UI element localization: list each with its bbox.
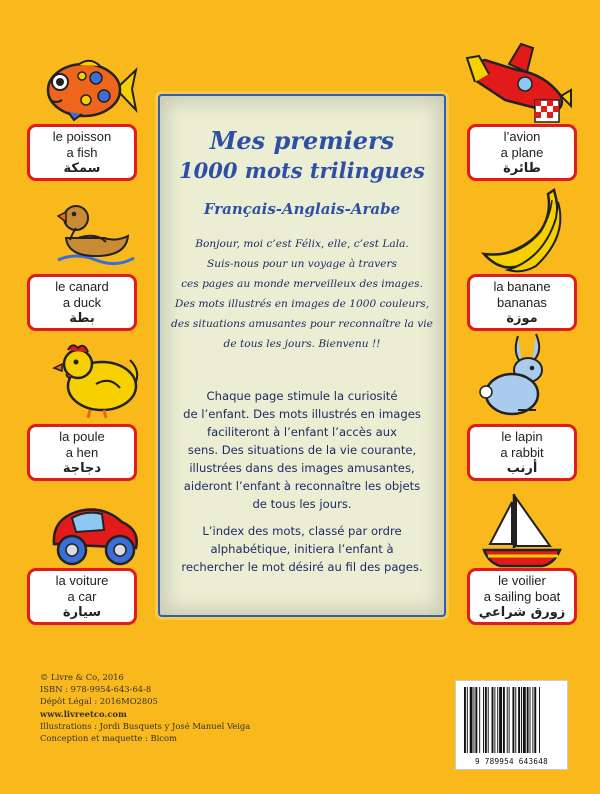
barcode-bar — [488, 687, 489, 753]
copyright: © Livre & Co, 2016 — [40, 672, 124, 682]
barcode-bar — [497, 687, 498, 753]
label-duck — [27, 274, 137, 331]
barcode — [455, 680, 568, 770]
barcode-bar — [494, 687, 495, 753]
paragraph-line: Chaque page stimule la curiosité — [206, 389, 398, 403]
title-line2: 1000 mots trilingues — [179, 158, 425, 183]
label-ar: سمكة — [63, 161, 101, 176]
label-en: bananas — [497, 295, 547, 310]
intro-line: Suis-nous pour un voyage à travers — [207, 258, 397, 270]
paragraph-line: alphabétique, initiera l’enfant à — [210, 542, 394, 556]
label-ar: موزة — [506, 311, 538, 326]
label-en: a duck — [62, 295, 102, 310]
label-en: a car — [67, 589, 97, 604]
label-ar: بطة — [69, 311, 95, 326]
barcode-bar — [521, 687, 522, 753]
barcode-bar — [485, 687, 487, 753]
barcode-bar — [515, 687, 516, 753]
paragraph-line: aideront l’enfant à reconnaître les objets — [183, 479, 421, 493]
intro-text — [170, 234, 434, 354]
label-fr: le canard — [55, 279, 109, 294]
paragraph-line: de tous les jours. — [252, 497, 352, 511]
intro-line: des situations amusantes pour reconnaître la vie — [171, 318, 433, 330]
label-en: a rabbit — [500, 445, 544, 460]
barcode-bar — [483, 687, 484, 753]
barcode-bar — [512, 687, 514, 753]
hen-icon — [52, 340, 144, 420]
legal-deposit: Dépôt Légal : 2016MO2805 — [40, 696, 158, 707]
label-fr: le lapin — [501, 429, 543, 444]
intro-line: Bonjour, moi c’est Félix, elle, c’est Lala. — [195, 238, 409, 250]
barcode-bar — [467, 687, 468, 753]
banana-icon — [478, 188, 568, 274]
barcode-bar — [527, 687, 529, 753]
car-icon — [46, 500, 142, 570]
label-banana — [467, 274, 577, 331]
label-ar: زورق شراعي — [478, 605, 566, 620]
label-rabbit — [467, 424, 577, 481]
label-ar: أرنب — [506, 461, 538, 476]
label-en: a plane — [500, 145, 544, 160]
barcode-bar — [509, 687, 510, 753]
barcode-bar — [479, 687, 480, 753]
paragraph-line: faciliteront à l’enfant l’accès aux — [207, 425, 397, 439]
plane-icon — [465, 40, 575, 130]
label-fr: la banane — [493, 279, 551, 294]
fish-icon — [38, 56, 138, 122]
label-fr: l’avion — [503, 129, 541, 144]
barcode-bar — [470, 687, 473, 753]
label-plane — [467, 124, 577, 181]
label-sailboat — [467, 568, 577, 625]
subtitle: Français-Anglais-Arabe — [203, 200, 401, 218]
barcode-bar — [539, 687, 540, 753]
barcode-bar — [523, 687, 526, 753]
barcode-number: 9 789954 643648 — [474, 757, 549, 766]
rabbit-icon — [478, 330, 558, 420]
barcode-bar — [518, 687, 520, 753]
barcode-bar — [503, 687, 505, 753]
paragraph-1 — [172, 387, 432, 513]
label-fr: le poisson — [52, 129, 112, 144]
label-ar: سيارة — [62, 605, 102, 620]
label-fr: la poule — [59, 429, 105, 444]
label-fish — [27, 124, 137, 181]
description-panel — [158, 94, 446, 617]
title-line1: Mes premiers — [209, 126, 395, 155]
barcode-bar — [475, 687, 477, 753]
label-fr: la voiture — [55, 573, 109, 588]
paragraph-line: L’index des mots, classé par ordre — [202, 524, 402, 538]
barcode-bar — [499, 687, 502, 753]
design-credit: Conception et maquette : Bicom — [40, 733, 177, 744]
intro-line: Des mots illustrés en images de 1000 couleurs, — [174, 298, 430, 310]
barcode-bar — [530, 687, 531, 753]
barcode-bar — [532, 687, 533, 753]
barcode-bar — [534, 687, 536, 753]
label-ar: دجاجة — [62, 461, 102, 476]
label-en: a hen — [65, 445, 99, 460]
barcode-bar — [507, 687, 508, 753]
label-en: a sailing boat — [483, 589, 561, 604]
paragraph-2 — [172, 522, 432, 576]
credits — [40, 671, 250, 744]
label-hen — [27, 424, 137, 481]
paragraph-line: illustrées dans des images amusantes, — [189, 461, 415, 475]
label-fr: le voilier — [498, 573, 546, 588]
label-ar: طائرة — [503, 161, 541, 176]
illustrations-credit: Illustrations : Jordi Busquets y José Manuel Veiga — [40, 720, 251, 731]
website-link[interactable]: www.livreetco.com — [40, 708, 127, 719]
duck-icon — [56, 198, 136, 270]
paragraph-line: sens. Des situations de la vie courante, — [187, 443, 417, 457]
paragraph-line: de l’enfant. Des mots illustrés en images — [183, 407, 421, 421]
barcode-bar — [474, 687, 475, 753]
barcode-bar — [464, 687, 466, 753]
barcode-bar — [492, 687, 494, 753]
sailboat-icon — [480, 490, 566, 570]
intro-line: ces pages au monde merveilleux des images. — [181, 278, 423, 290]
isbn: ISBN : 978-9954-643-64-8 — [40, 684, 152, 695]
paragraph-line: rechercher le mot désiré au fil des pages. — [181, 560, 423, 574]
intro-line: de tous les jours. Bienvenu !! — [223, 338, 381, 350]
barcode-bars — [456, 685, 569, 761]
label-en: a fish — [66, 145, 98, 160]
label-car — [27, 568, 137, 625]
